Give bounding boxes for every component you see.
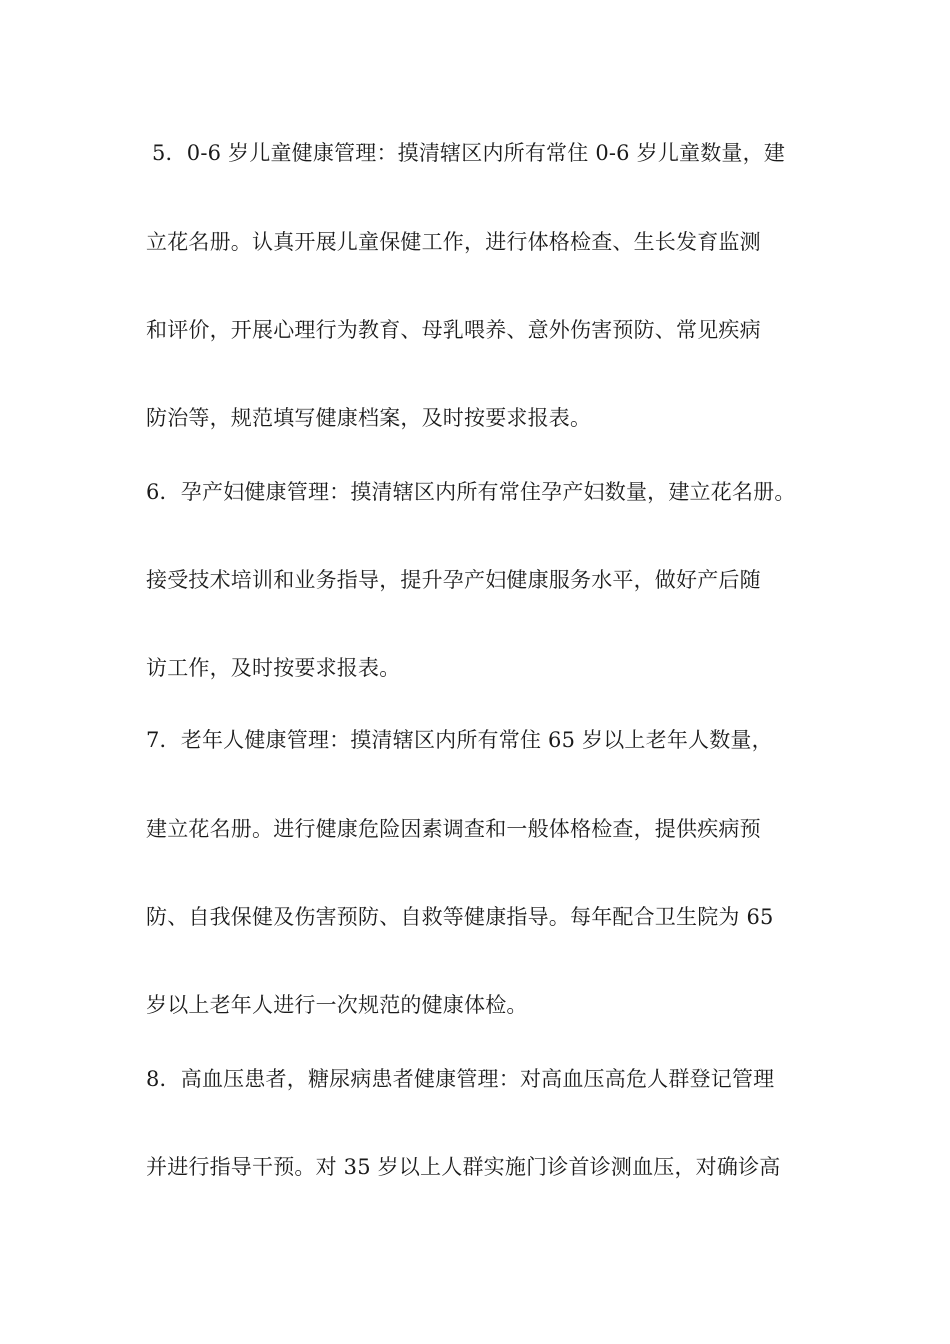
text-line: 8．高血压患者，糖尿病患者健康管理：对高血压高危人群登记管理: [146, 1067, 775, 1091]
text-line: 6．孕产妇健康管理：摸清辖区内所有常住孕产妇数量，建立花名册。: [146, 480, 796, 504]
text-line: 并进行指导干预。对 35 岁以上人群实施门诊首诊测血压，对确诊高: [146, 1155, 781, 1179]
text-line: 立花名册。认真开展儿童保健工作，进行体格检查、生长发育监测: [146, 230, 761, 254]
text-line: 5．0-6 岁儿童健康管理：摸清辖区内所有常住 0-6 岁儿童数量，建: [152, 141, 786, 165]
text-line: 防、自我保健及伤害预防、自救等健康指导。每年配合卫生院为 65: [146, 905, 774, 929]
text-line: 7．老年人健康管理：摸清辖区内所有常住 65 岁以上老年人数量，: [146, 728, 773, 752]
text-line: 岁以上老年人进行一次规范的健康体检。: [146, 993, 528, 1017]
text-line: 建立花名册。进行健康危险因素调查和一般体格检查，提供疾病预: [146, 817, 761, 841]
text-line: 防治等，规范填写健康档案，及时按要求报表。: [146, 406, 592, 430]
text-line: 访工作，及时按要求报表。: [146, 656, 401, 680]
text-line: 接受技术培训和业务指导，提升孕产妇健康服务水平，做好产后随: [146, 568, 761, 592]
text-line: 和评价，开展心理行为教育、母乳喂养、意外伤害预防、常见疾病: [146, 318, 761, 342]
